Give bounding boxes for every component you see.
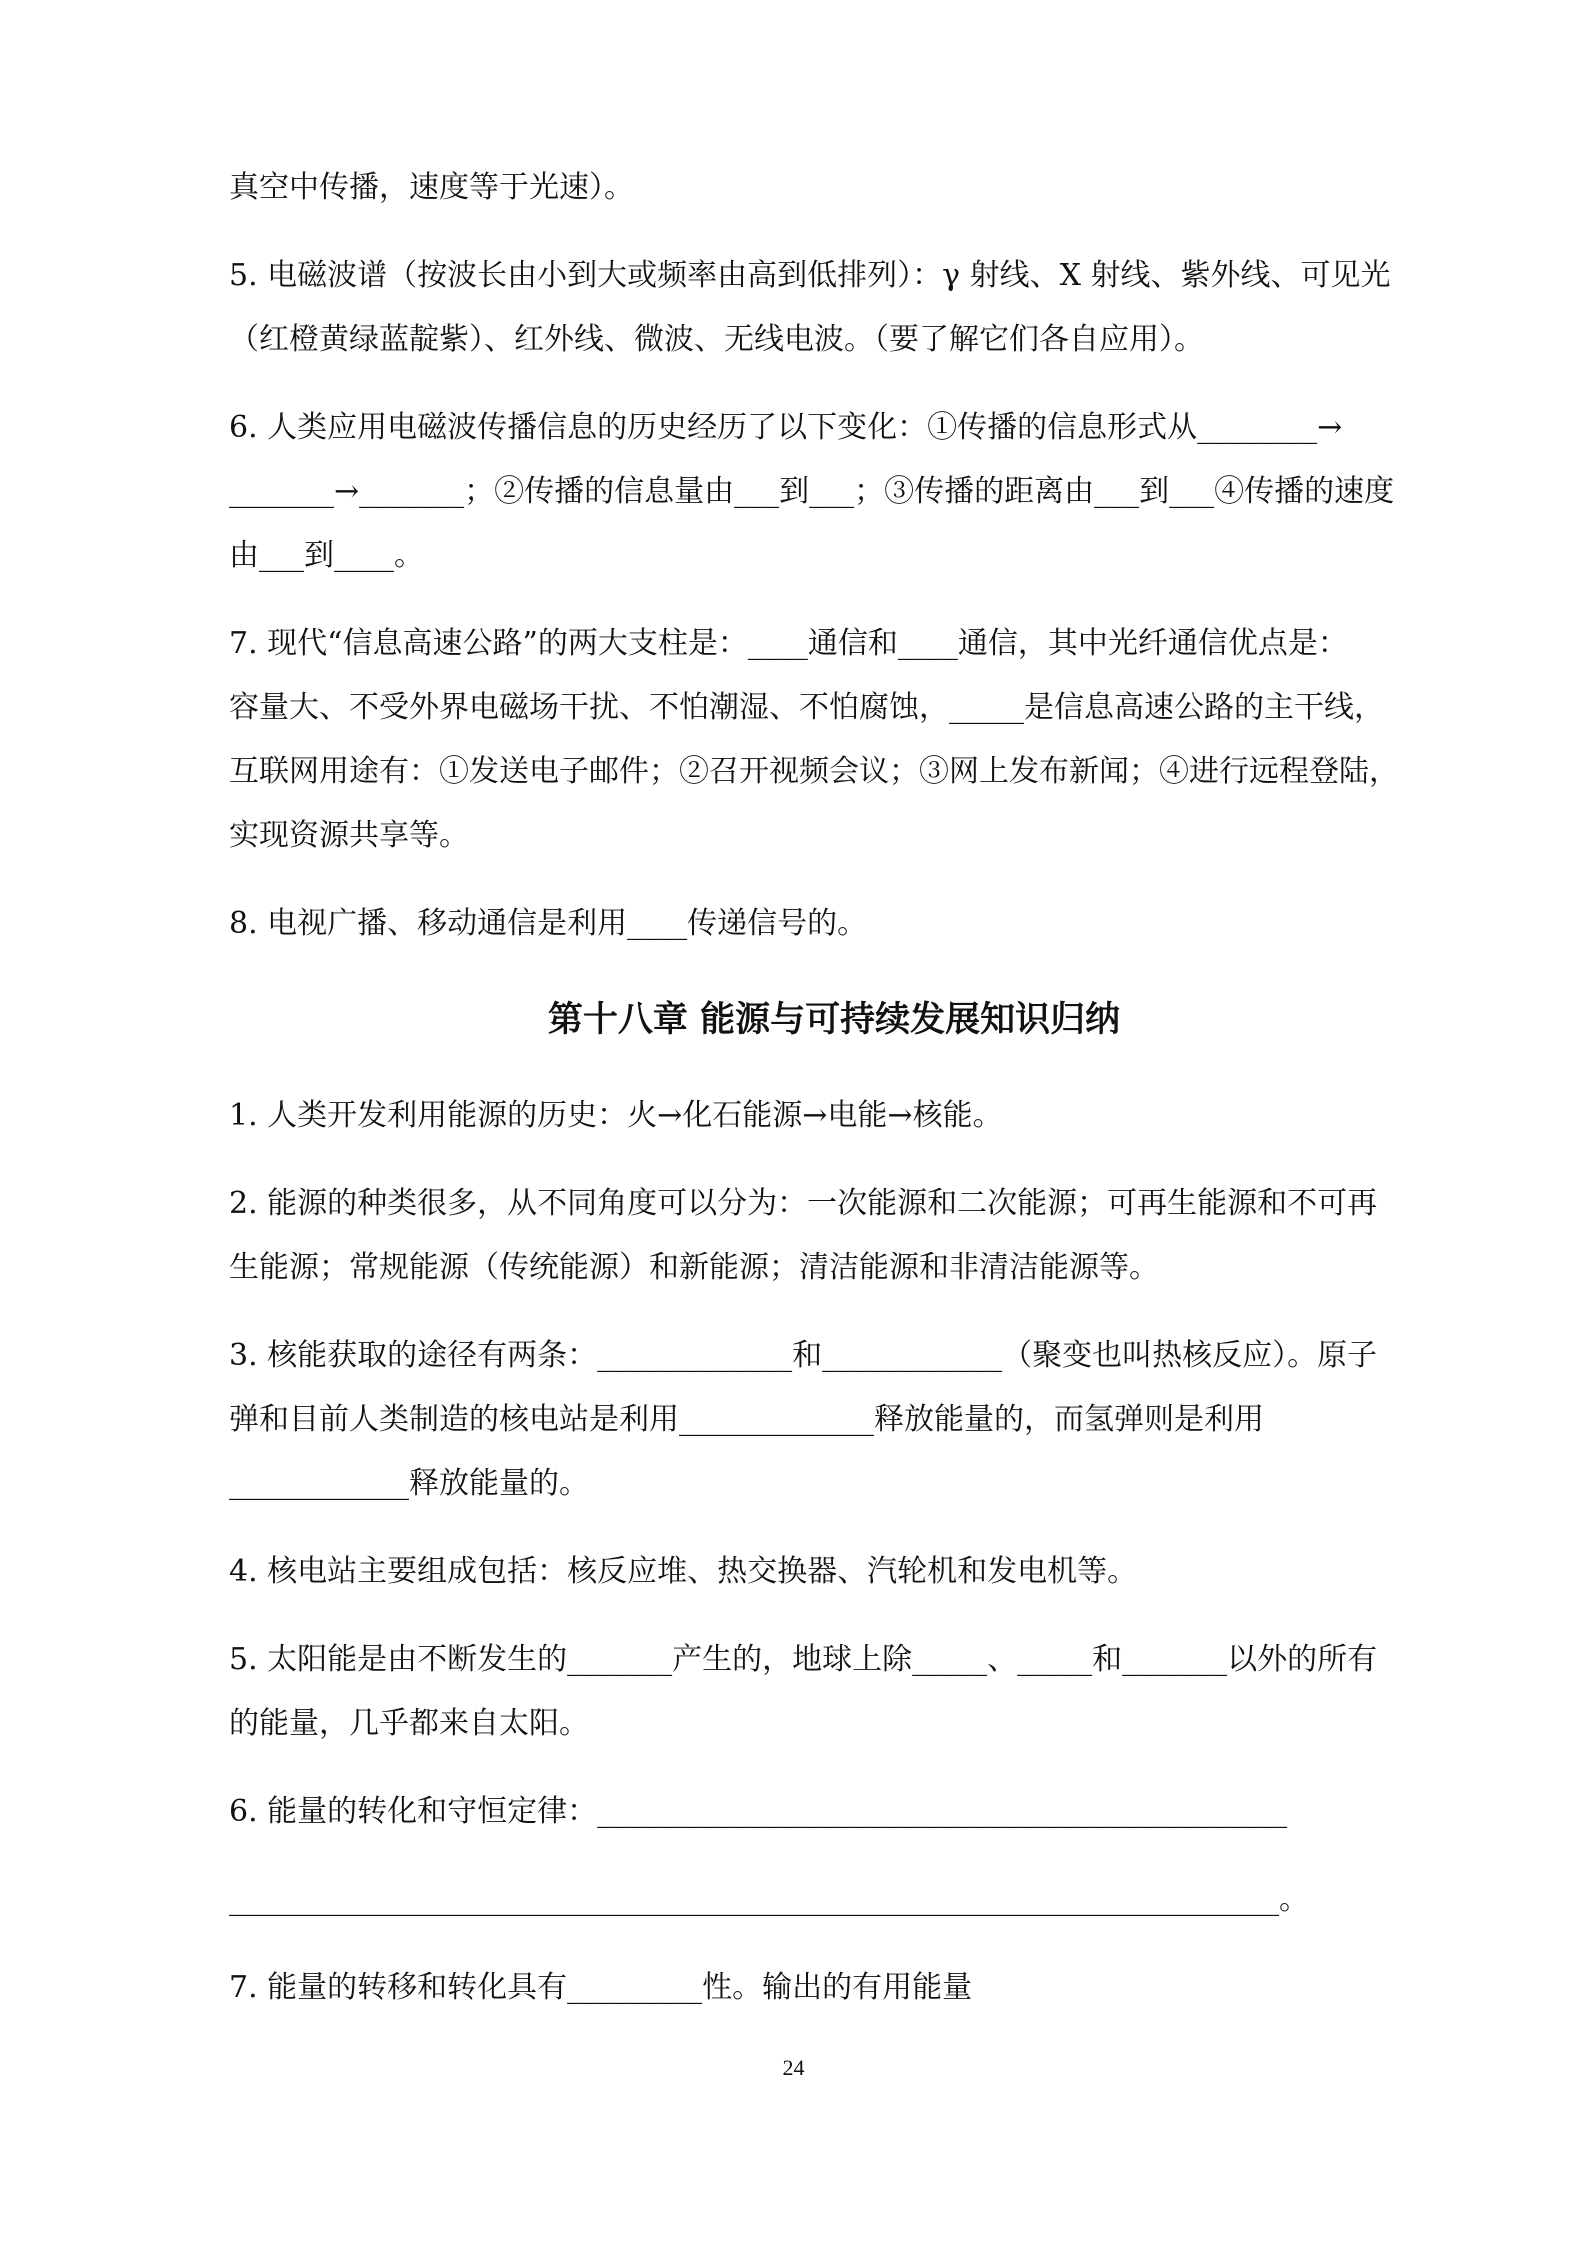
text-line: 7. 现代“信息高速公路”的两大支柱是：____通信和____通信，其中光纤通信优点是： <box>229 626 1348 661</box>
text-line: _______→_______；②传播的信息量由___到___；③传播的距离由___到___④传播的速度 <box>229 474 1395 509</box>
page-number: 24 <box>782 2055 805 2080</box>
text-line: 互联网用途有：①发送电子邮件；②召开视频会议；③网上发布新闻；④进行远程登陆， <box>229 754 1399 789</box>
text-line: 2. 能源的种类很多，从不同角度可以分为：一次能源和二次能源；可再生能源和不可再 <box>229 1186 1378 1221</box>
text-line: 5. 电磁波谱（按波长由小到大或频率由高到低排列）：γ 射线、X 射线、紫外线、可见光 <box>229 258 1391 293</box>
text-line: 6. 人类应用电磁波传播信息的历史经历了以下变化：①传播的信息形式从________→ <box>229 410 1343 445</box>
text-line: 真空中传播，速度等于光速）。 <box>229 170 634 205</box>
text-line: ______________________________________________________________________。 <box>229 1882 1309 1917</box>
page-content <box>229 156 1439 2020</box>
chapter-heading: 第十八章 能源与可持续发展知识归纳 <box>547 1000 1121 1040</box>
text-line: 4. 核电站主要组成包括：核反应堆、热交换器、汽轮机和发电机等。 <box>229 1554 1138 1589</box>
text-line: 6. 能量的转化和守恒定律：______________________________________________ <box>229 1794 1288 1829</box>
text-line: 实现资源共享等。 <box>229 818 469 853</box>
text-line: 由___到____。 <box>229 538 424 573</box>
text-line: 5. 太阳能是由不断发生的_______产生的，地球上除_____、_____和_______以外的所有 <box>229 1642 1378 1677</box>
text-line: 1. 人类开发利用能源的历史：火→化石能源→电能→核能。 <box>229 1098 1003 1133</box>
text-line: 8. 电视广播、移动通信是利用____传递信号的。 <box>229 906 868 941</box>
text-line: 7. 能量的转移和转化具有_________性。输出的有用能量 <box>229 1970 973 2005</box>
text-line: 生能源；常规能源（传统能源）和新能源；清洁能源和非清洁能源等。 <box>229 1250 1159 1285</box>
text-line: 的能量，几乎都来自太阳。 <box>229 1706 589 1741</box>
text-line: （红橙黄绿蓝靛紫）、红外线、微波、无线电波。（要了解它们各自应用）。 <box>229 322 1204 357</box>
text-line: 3. 核能获取的途径有两条：_____________和____________（聚变也叫热核反应）。原子 <box>229 1338 1378 1373</box>
text-line: 弹和目前人类制造的核电站是利用_____________释放能量的，而氢弹则是利用 <box>229 1402 1264 1437</box>
text-line: ____________释放能量的。 <box>229 1466 589 1501</box>
text-line: 容量大、不受外界电磁场干扰、不怕潮湿、不怕腐蚀，_____是信息高速公路的主干线， <box>229 690 1384 725</box>
